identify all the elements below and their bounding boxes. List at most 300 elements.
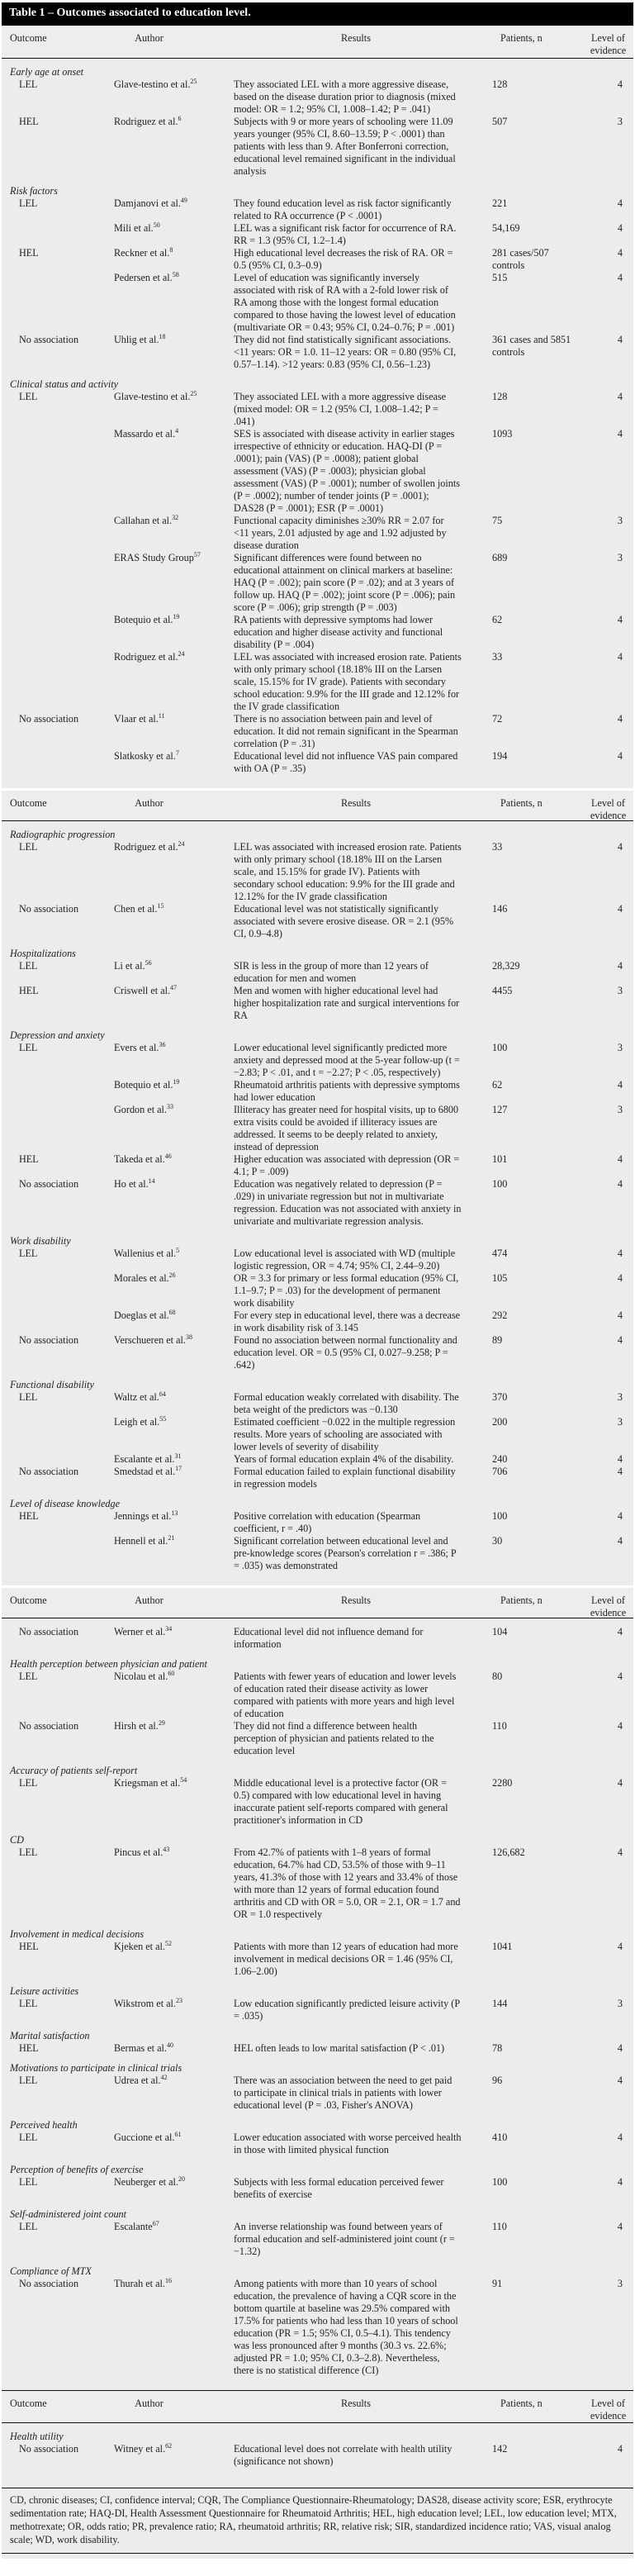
table-segment [2,788,633,1585]
patients-cell: 474 [492,1248,508,1259]
cell-spacer [462,1042,492,1079]
level-cell: 4 [617,1272,623,1284]
level-cell: 4 [617,1248,623,1259]
level-cell: 4 [617,841,623,853]
author-cell [114,985,234,1022]
reference-number: 5 [176,1246,180,1254]
section-title: Hospitalizations [10,948,76,959]
outcome-cell [2,1453,114,1466]
reference-number: 31 [174,1452,182,1460]
patients-cell: 91 [492,2278,503,2289]
author-name: Chen et al. [114,903,158,915]
table-row [2,1671,633,1720]
cell-spacer [462,1309,492,1334]
results-cell: There is no association between pain and level of education. It did not remain significant in the Spearman correlation (P = .31) [234,713,458,749]
author-cell [114,1998,234,2022]
outcome-cell: LEL [19,2176,38,2188]
table-row [2,651,633,713]
results-cell: Educational level was not statistically significantly associated with severe erosive disease. OR = 2.1 (95% CI, 0.9–4.8) [234,903,454,939]
header-results: Results [341,32,371,44]
reference-number: 43 [163,1845,170,1853]
results-cell: They did not find statistically significant associations. <11 years: OR = 1.0. 11–12 years: OR = 0.80 (95% CI, 0.57–1.14). >12 years: 0.83 (95% CI, 0.56–1.23) [234,334,457,370]
patients-cell: 62 [492,1079,503,1091]
reference-number: 25 [190,389,197,397]
reference-number: 50 [153,221,160,229]
table-row [2,1272,633,1309]
header-results: Results [341,1595,371,1606]
author-name: Mili et al. [114,222,154,234]
reference-number: 11 [158,711,165,720]
reference-number: 67 [152,2219,159,2227]
cell-spacer [462,2443,492,2468]
author-name: Callahan et al. [114,515,173,526]
level-cell: 3 [617,1104,623,1115]
author-name: Jennings et al. [114,1510,172,1522]
patients-cell: 2280 [492,1777,513,1789]
cell-spacer [462,1391,492,1416]
level-cell: 4 [617,1671,623,1682]
level-cell: 4 [617,1453,623,1465]
table-footnote: CD, chronic diseases; CI, confidence interval; CQR, The Compliance Questionnaire-Rheumatology; DAS28, disease activity score; ESR, erythrocyte sedimentation rate; HAQ-DI, Health Assessment Questionnaire for Rheumatoid Arthritis; HEL, high education level; LEL, low education level; MTX, methotrexate; OR, odds ratio; PR, prevalence ratio; RA, rheumatoid arthritis; RR, relative risk; SIR, standardized incidence ratio; VAS, visual analog scale; WD, work disability. [2,2488,633,2554]
author-name: Pedersen et al. [114,272,173,283]
level-cell: 4 [617,247,623,259]
results-cell: Level of education was significantly inversely associated with risk of RA with a 2-fold lower risk of RA among those with the longest formal education compared to those having the lowest level of education (multivariate OR = 0.43; 95% CI, 0.24–0.76; P = .001) [234,272,456,333]
author-name: Leigh et al. [114,1416,160,1428]
reference-number: 34 [165,1624,173,1633]
patients-cell: 128 [492,391,508,402]
level-cell: 4 [617,1626,623,1637]
reference-number: 25 [190,77,197,85]
level-cell: 4 [617,1466,623,1477]
section-title: Early age at onset [10,66,84,78]
patients-cell: 75 [492,515,503,526]
outcome-cell: HEL [19,1153,39,1165]
cell-spacer [462,1178,492,1228]
cell-spacer [462,2221,492,2258]
author-cell [114,78,234,116]
cell-spacer [462,222,492,247]
table-title: Table 1 – Outcomes associated to education level. [2,2,633,26]
reference-number: 14 [148,1176,155,1185]
results-cell: From 42.7% of patients with 1–8 years of formal education, 64.7% had CD, 53.5% of those with 9–11 years, 41.3% of those with 12 years and 33.4% of those with more than 12 years of formal education found arthritis and CD with OR = 5.0, OR = 2.1, OR = 1.7 and OR = 1.0 respectively [234,1846,461,1920]
author-name: Massardo et al. [114,428,176,440]
table-row [2,222,633,247]
results-cell: Low education significantly predicted leisure activity (P = .035) [234,1998,460,2022]
section-title: Accuracy of patients self-report [10,1765,138,1776]
cell-spacer [462,272,492,334]
author-cell [114,1178,234,1228]
table-row [2,2075,633,2112]
patients-cell: 1093 [492,428,513,440]
section-title: Radiographic progression [10,829,116,840]
cell-spacer [462,1272,492,1309]
level-cell: 4 [617,428,623,440]
author-name: Rodriguez et al. [114,841,178,853]
column-header-row [2,26,633,59]
header-level: Level of evidence [590,32,627,56]
table-row [2,985,633,1022]
outcome-section [2,1490,633,1572]
table-row [2,1104,633,1153]
patients-cell: 72 [492,713,503,725]
patients-cell: 110 [492,1720,507,1732]
patients-cell: 240 [492,1453,508,1465]
results-cell: Educational level did not influence demand for information [234,1626,424,1650]
reference-number: 55 [159,1414,167,1423]
patients-cell: 104 [492,1626,508,1637]
outcome-cell: HEL [19,1941,39,1952]
author-name: Rodriguez et al. [114,116,178,127]
table-body [2,26,633,2481]
outcome-section [2,1978,633,2022]
reference-number: 61 [174,2130,182,2138]
level-cell: 4 [617,272,623,283]
reference-number: 24 [178,649,185,658]
cell-spacer [462,1671,492,1720]
author-name: Hirsh et al. [114,1720,159,1732]
author-cell [114,1510,234,1535]
reference-number: 7 [175,749,179,757]
outcome-section [2,1921,633,1978]
author-cell [114,1153,234,1178]
reference-number: 64 [159,1390,166,1398]
outcome-cell: HEL [19,247,39,259]
table-row [2,1720,633,1757]
level-cell: 4 [617,651,623,663]
header-patients: Patients, n [500,1595,543,1606]
results-cell: LEL was associated with increased erosion rate. Patients with only primary school (18.18% III on the Larsen scale, 15.15% for IV grade). Patients with secondary school education: 9.9% for the III grade and 12.12% for the IV grade classification [234,651,462,712]
author-name: Li et al. [114,960,145,972]
patients-cell: 100 [492,1042,508,1053]
author-cell [114,1846,234,1921]
outcome-cell: LEL [19,197,38,209]
author-name: Smedstad et al. [114,1466,176,1477]
author-name: Wallenius et al. [114,1248,177,1259]
outcome-cell: No association [19,1720,79,1732]
outcome-section [2,1022,633,1228]
outcome-cell: LEL [19,960,38,972]
table-row [2,2132,633,2156]
table-row [2,2042,633,2055]
header-outcome: Outcome [10,32,47,44]
author-cell [114,116,234,178]
results-cell: Significant correlation between educational level and pre-knowledge scores (Pearson's correlation r = .386; P = .035) was demonstrated [234,1535,457,1571]
results-cell: OR = 3.3 for primary or less formal education (95% CI, 1.1–9.7; P = .03) for the development of permanent work disability [234,1272,459,1309]
column-header-row [2,788,633,821]
header-results: Results [341,2398,371,2409]
results-cell: Lower educational level significantly predicted more anxiety and depressed mood at the 5-year follow-up (t = −2.83; P < .01, and t = −2.27; P < .05, respectively) [234,1042,460,1078]
patients-cell: 100 [492,2176,508,2188]
results-cell: Men and women with higher educational level had higher hospitalization rate and surgical interventions for RA [234,985,460,1021]
level-cell: 4 [617,1178,623,1190]
outcome-cell [2,1535,114,1572]
author-cell [114,1777,234,1827]
author-cell [114,1309,234,1334]
author-name: Witney et al. [114,2443,166,2455]
author-name: Kjeken et al. [114,1941,165,1952]
cell-spacer [462,2176,492,2201]
outcome-cell [2,1079,114,1104]
section-title: Marital satisfaction [10,2030,90,2041]
patients-cell: 110 [492,2221,507,2232]
outcome-cell: HEL [19,985,39,996]
cell-spacer [462,1248,492,1272]
header-outcome: Outcome [10,2398,47,2409]
section-title: Self-administered joint count [10,2208,127,2220]
level-cell: 4 [617,2443,623,2455]
table-row [2,2176,633,2201]
table-row [2,197,633,222]
results-cell: Educational level did not influence VAS pain compared with OA (P = .35) [234,750,458,774]
author-name: Criswell et al. [114,985,171,996]
header-outcome: Outcome [10,797,47,809]
header-level: Level of evidence [590,2398,627,2422]
reference-number: 40 [166,2041,173,2049]
level-cell: 3 [617,1416,623,1428]
reference-number: 16 [164,2276,172,2284]
patients-cell: 4455 [492,985,513,996]
table-row [2,1535,633,1572]
outcome-cell: No association [19,1178,79,1190]
patients-cell: 78 [492,2042,503,2054]
level-cell: 4 [617,903,623,915]
reference-number: 68 [168,1308,176,1316]
level-cell: 4 [617,334,623,345]
outcome-cell: LEL [19,2221,38,2232]
level-cell: 3 [617,1391,623,1403]
author-name: Escalante et al. [114,1453,175,1465]
cell-spacer [462,1626,492,1651]
cell-spacer [462,1846,492,1921]
cell-spacer [462,391,492,428]
author-name: Neuberger et al. [114,2176,178,2188]
outcome-cell: LEL [19,1846,38,1858]
table-segment [2,1585,633,2390]
level-cell: 4 [617,2042,623,2054]
author-cell [114,1453,234,1466]
patients-cell: 33 [492,841,503,853]
reference-number: 19 [173,612,180,620]
author-cell [114,2278,234,2377]
level-cell: 4 [617,1846,623,1858]
level-cell: 4 [617,2176,623,2188]
reference-number: 47 [170,983,178,991]
results-cell: Years of formal education explain 4% of the disability. [234,1453,454,1465]
results-cell: Higher education was associated with depression (OR = 4.1; P = .009) [234,1153,460,1177]
author-cell [114,1466,234,1490]
cell-spacer [462,116,492,178]
patients-cell: 127 [492,1104,508,1115]
cell-spacer [462,1998,492,2022]
header-level: Level of evidence [590,1595,627,1618]
outcome-cell: No association [19,713,79,725]
author-cell [114,2075,234,2112]
level-cell: 4 [617,1535,623,1547]
results-cell: They associated LEL with a more aggressive disease (mixed model: OR = 1.2 (95% CI, 1.008–1.42; P = .041) [234,391,447,427]
table-row [2,428,633,515]
results-cell: Rheumatoid arthritis patients with depressive symptoms had lower education [234,1079,460,1103]
level-cell: 4 [617,750,623,762]
author-name: Doeglas et al. [114,1309,169,1321]
reference-number: 13 [171,1509,178,1517]
author-name: Waltz et al. [114,1391,159,1403]
author-cell [114,1079,234,1104]
author-name: Verschueren et al. [114,1334,186,1346]
author-name: Rodriguez et al. [114,651,178,663]
cell-spacer [462,985,492,1022]
outcome-section [2,821,633,940]
outcome-cell: LEL [19,841,38,853]
section-title: CD [10,1834,24,1846]
patients-cell: 105 [492,1272,508,1284]
outcome-cell [2,515,114,552]
author-cell [114,713,234,750]
patients-cell: 89 [492,1334,503,1346]
cell-spacer [462,903,492,940]
outcome-section [2,1757,633,1827]
results-cell: Found no association between normal functionality and education level. OR = 0.5 (95% CI, 0.027–9.258; P = .642) [234,1334,457,1371]
outcome-cell: LEL [19,1042,38,1053]
cell-spacer [462,552,492,614]
outcome-cell: No association [19,2443,79,2455]
level-cell: 3 [617,2278,623,2289]
author-name: Werner et al. [114,1626,166,1637]
results-cell: Positive correlation with education (Spearman coefficient, r = .40) [234,1510,421,1534]
results-cell: SES is associated with disease activity in earlier stages irrespective of ethnicity or education. HAQ-DI (P = .0001); pain (VAS) (P = .0008); patient global assessment (VAS) (P = .0003); physician global assessment (VAS) (P = .0001); number of swollen joints (P = .0002); number of tender joints (P = .0001); DAS28 (P = .0001); ESR (P = .0001) [234,428,460,514]
outcome-cell: HEL [19,2042,39,2054]
table-row [2,247,633,272]
cell-spacer [462,1153,492,1178]
author-cell [114,391,234,428]
cell-spacer [462,750,492,775]
section-title: Risk factors [10,185,58,197]
cell-spacer [462,2042,492,2055]
table-row [2,1042,633,1079]
cell-spacer [462,2132,492,2156]
cell-spacer [462,78,492,116]
author-cell [114,841,234,903]
outcome-section [2,371,633,775]
patients-cell: 200 [492,1416,508,1428]
reference-number: 23 [176,1996,182,2004]
reference-number: 62 [165,2441,173,2450]
reference-number: 33 [166,1102,173,1110]
author-name: Morales et al. [114,1272,169,1284]
patients-cell: 62 [492,614,503,625]
table-row [2,1178,633,1228]
cell-spacer [462,713,492,750]
outcome-cell: No association [19,1334,79,1346]
reference-number: 20 [178,2174,185,2183]
author-name: Gordon et al. [114,1104,167,1115]
table-row [2,2221,633,2258]
author-cell [114,2042,234,2055]
results-cell: An inverse relationship was found between years of formal education and self-administered joint count (r = −1.32) [234,2221,455,2257]
author-cell [114,1272,234,1309]
patients-cell: 30 [492,1535,503,1547]
header-author: Author [135,797,163,809]
results-cell: Patients with more than 12 years of education had more involvement in medical decisions OR = 1.46 (95% CI, 1.06–2.00) [234,1941,458,1977]
patients-cell: 100 [492,1178,508,1190]
patients-cell: 33 [492,651,503,663]
outcome-cell: No association [19,1626,79,1637]
author-cell [114,334,234,371]
table-row [2,2443,633,2468]
cell-spacer [462,1720,492,1757]
author-name: Uhlig et al. [114,334,159,345]
section-title: Health perception between physician and patient [10,1658,207,1670]
outcome-section [2,1371,633,1490]
outcome-cell [2,651,114,713]
cell-spacer [462,247,492,272]
level-cell: 4 [617,713,623,725]
author-name: Glave-testino et al. [114,391,191,402]
outcome-cell [2,222,114,247]
outcome-section [2,2258,633,2377]
author-name: Glave-testino et al. [114,78,191,90]
cell-spacer [462,515,492,552]
section-title: Involvement in medical decisions [10,1928,145,1940]
reference-number: 58 [172,270,179,278]
outcome-cell: LEL [19,2132,38,2143]
patients-cell: 292 [492,1309,508,1321]
header-outcome: Outcome [10,1595,47,1606]
author-cell [114,1671,234,1720]
reference-number: 42 [160,2073,168,2081]
section-title: Level of disease knowledge [10,1498,121,1509]
author-name: Udrea et al. [114,2075,161,2086]
table-segment [2,26,633,788]
section-title: Work disability [10,1235,71,1247]
author-cell [114,552,234,614]
author-cell [114,1941,234,1978]
results-cell: High educational level decreases the risk of RA. OR = 0.5 (95% CI, 0.3–0.9) [234,247,453,271]
reference-number: 6 [178,114,182,122]
header-spacer [462,797,492,820]
table-row [2,1416,633,1453]
reference-number: 21 [168,1533,175,1542]
level-cell: 4 [617,1720,623,1732]
cell-spacer [462,2278,492,2377]
outcome-cell: LEL [19,391,38,402]
table-row [2,552,633,614]
results-cell: Patients with fewer years of education and lower levels of education rated their disease activity as lower compared with patients with more years and high level of education [234,1671,457,1719]
reference-number: 32 [172,513,179,521]
table-row [2,2278,633,2377]
outcome-cell [2,1416,114,1453]
column-header-row [2,1585,633,1618]
header-level: Level of evidence [590,797,627,821]
outcome-cell [2,614,114,651]
cell-spacer [462,1466,492,1490]
author-name: Hennell et al. [114,1535,168,1547]
reference-number: 19 [173,1077,180,1086]
author-cell [114,2221,234,2258]
outcome-section [2,178,633,371]
outcome-cell [2,272,114,334]
results-cell: Education was negatively related to depression (P = .029) in univariate regression but not in multivariate regression. Education was not associated with anxiety in univariate and multivariate regression analysis. [234,1178,462,1227]
cell-spacer [462,1416,492,1453]
cell-spacer [462,1453,492,1466]
patients-cell: 194 [492,750,508,762]
header-author: Author [135,1595,163,1606]
author-cell [114,960,234,985]
reference-number: 8 [169,245,173,254]
reference-number: 24 [178,839,185,848]
outcome-section [2,1651,633,1757]
patients-cell: 1041 [492,1941,513,1952]
cell-spacer [462,1079,492,1104]
